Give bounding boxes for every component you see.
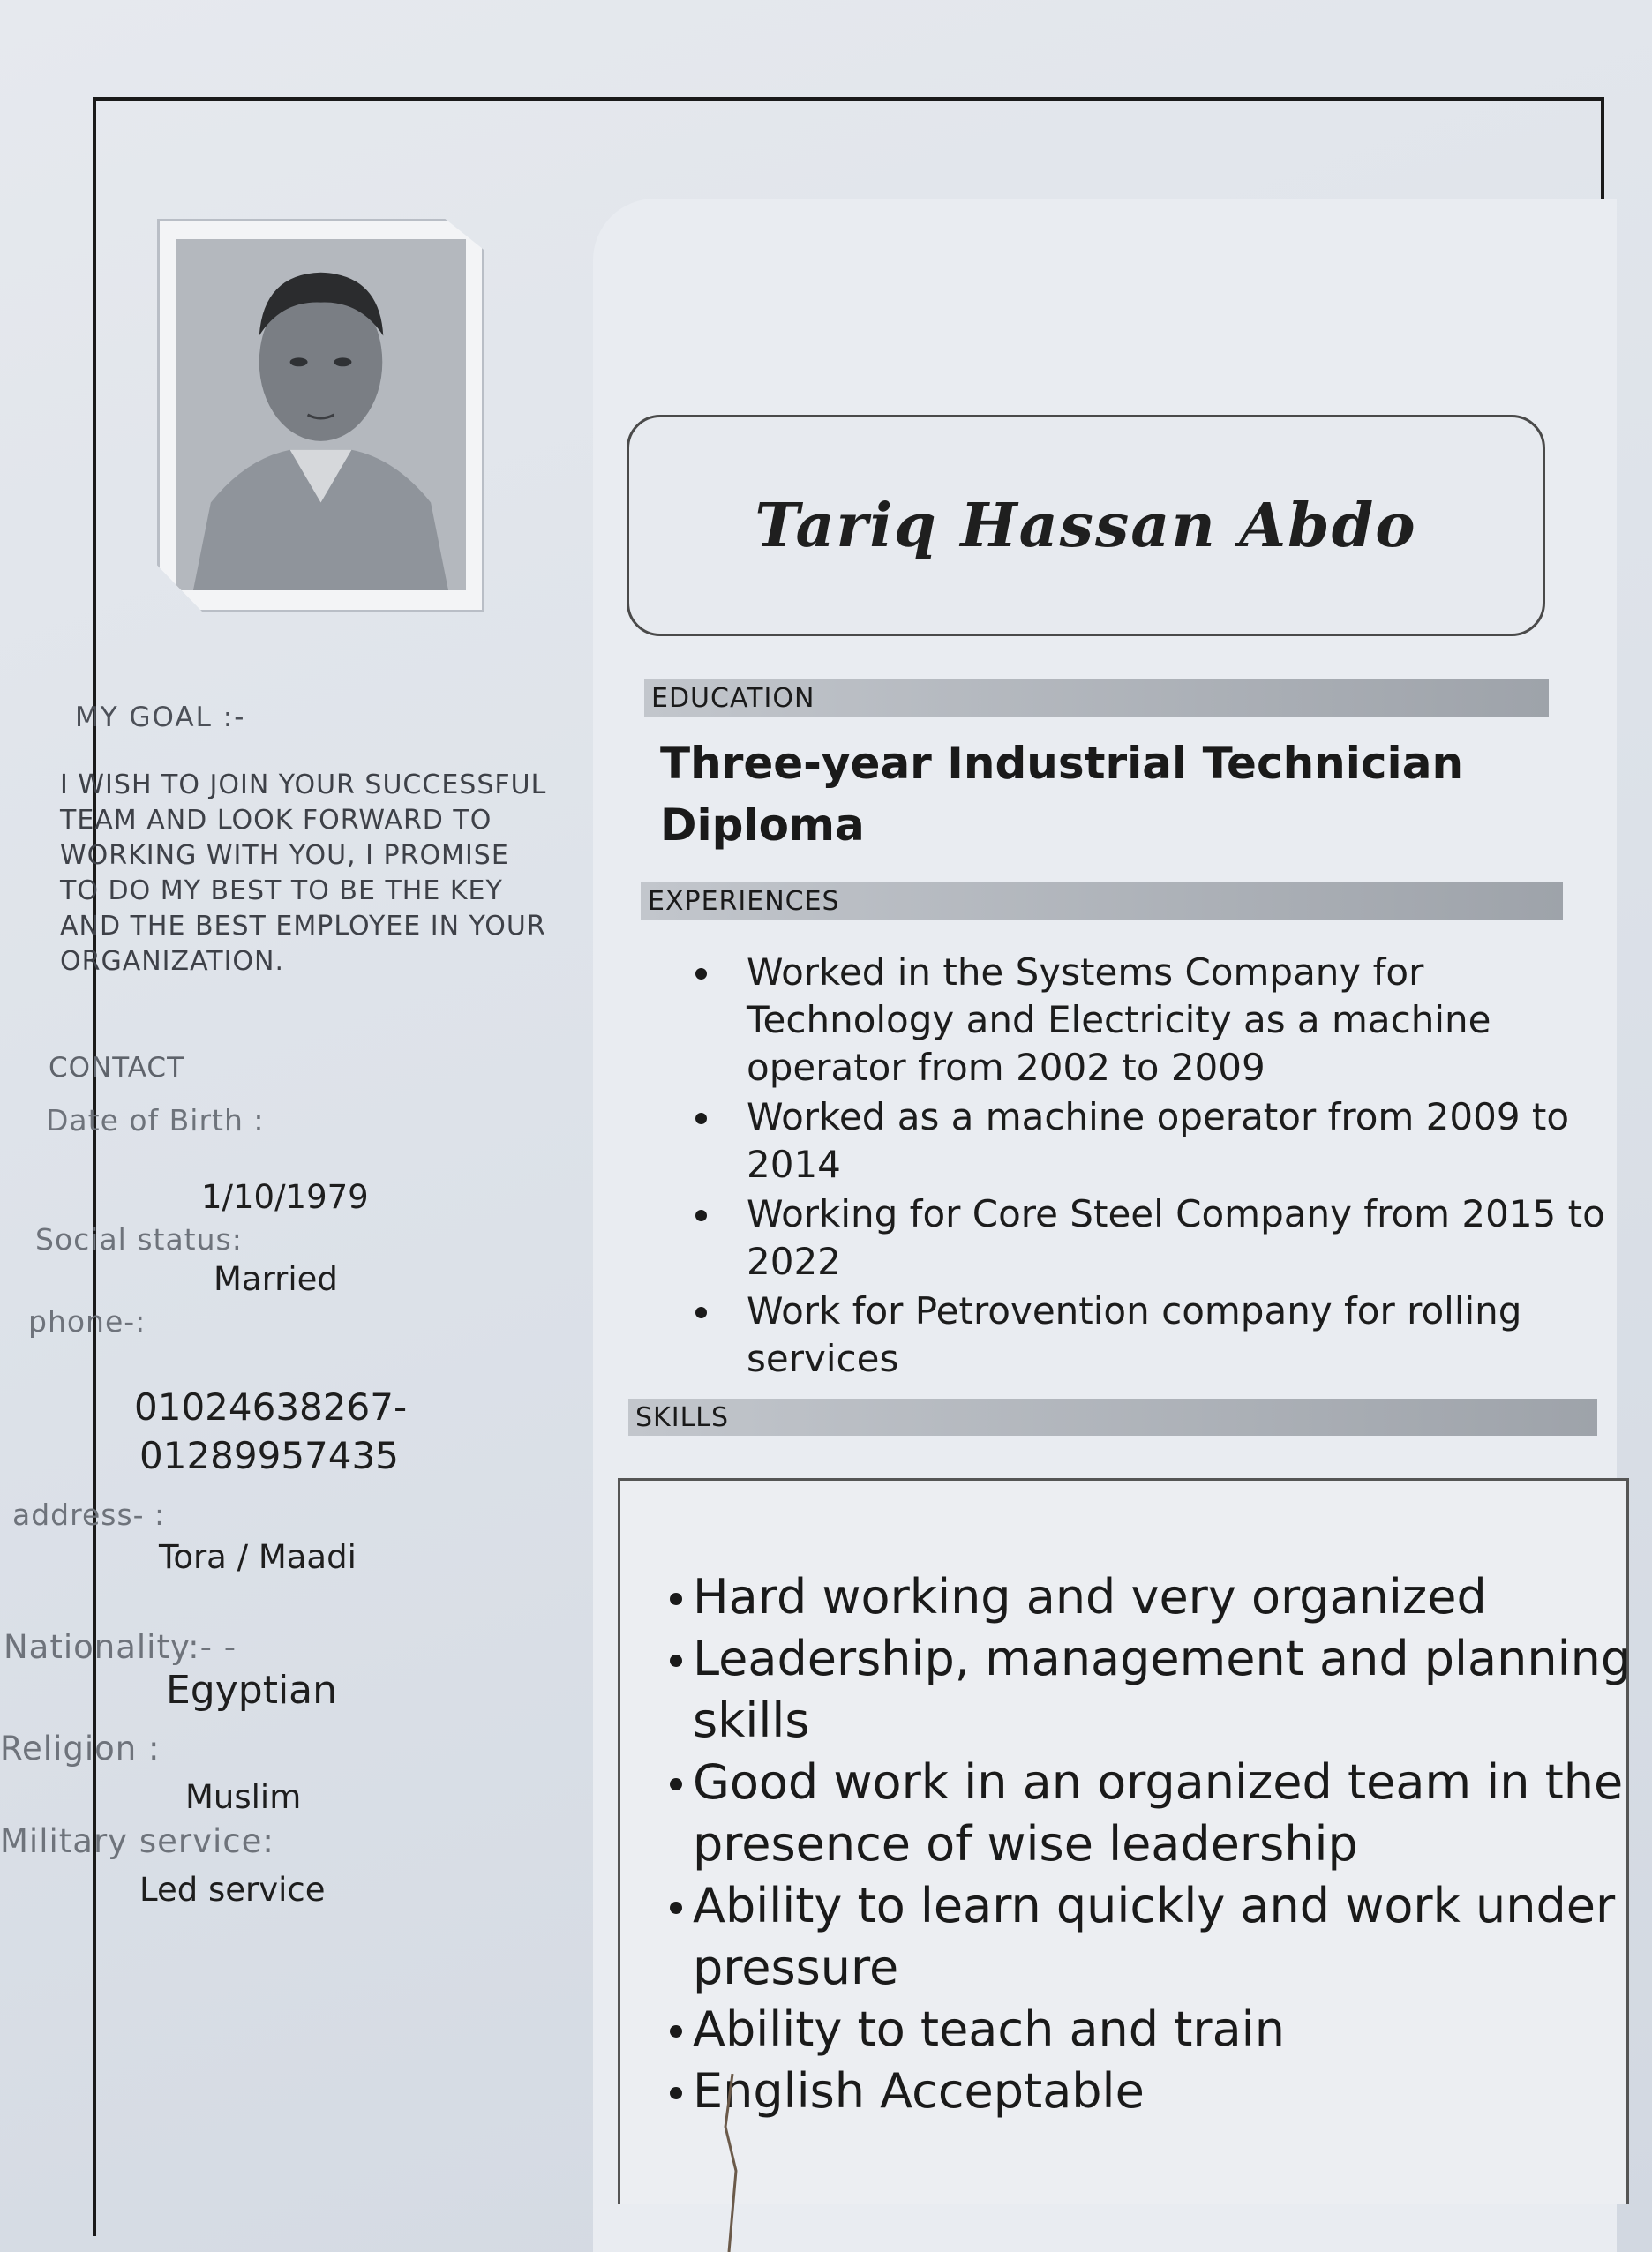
name-box (627, 415, 1545, 636)
experiences-list (688, 949, 1629, 1385)
goal-text: I WISH TO JOIN YOUR SUCCESSFUL TEAM AND LOOK FORWARD TO WORKING WITH YOU, I PROMISE TO DO MY BEST TO BE THE KEY AND THE BEST EMPLOYEE IN YOUR ORGANIZATION. (60, 769, 547, 977)
list-item: Hard working and very organized (693, 1566, 1637, 1628)
dob-label: Date of Birth : (46, 1103, 265, 1137)
experiences-bar (641, 882, 1563, 920)
list-item: Leadership, management and planning skills (693, 1628, 1637, 1752)
skills-list (666, 1566, 1637, 2122)
social-status-label: Social status: (35, 1222, 243, 1257)
list-item: Worked in the Systems Company for Technology and Electricity as a machine operator from 2002 to 2009 (747, 949, 1629, 1092)
nationality-label: Nationality:- - (4, 1628, 237, 1666)
address-value: Tora / Maadi (159, 1538, 357, 1576)
candidate-name: Tariq Hassan Abdo (755, 490, 1417, 561)
list-item: Good work in an organized team in the presence of wise leadership (693, 1752, 1637, 1875)
phone-label: phone-: (28, 1304, 146, 1339)
dob-value: 1/10/1979 (201, 1178, 369, 1216)
phone-2: 01289957435 (139, 1434, 399, 1477)
list-item: Ability to teach and train (693, 1999, 1637, 2061)
address-label: address- : (12, 1498, 166, 1532)
list-item: Worked as a machine operator from 2009 to 2014 (747, 1093, 1629, 1189)
education-title: EDUCATION (651, 683, 815, 714)
profile-photo (157, 219, 484, 612)
list-item: English Acceptable (693, 2061, 1637, 2122)
list-item: Working for Core Steel Company from 2015 to 2022 (747, 1190, 1629, 1286)
social-status-value: Married (214, 1260, 338, 1298)
experiences-title: EXPERIENCES (648, 886, 840, 917)
goal-title: MY GOAL :- (75, 702, 246, 733)
military-label: Military service: (0, 1822, 274, 1860)
phone-1: 01024638267- (134, 1385, 408, 1429)
list-item: Ability to learn quickly and work under pressure (693, 1875, 1637, 1999)
education-bar (644, 679, 1549, 717)
skills-title: SKILLS (635, 1402, 730, 1433)
person-portrait-icon (176, 239, 466, 590)
skills-bar (628, 1399, 1597, 1436)
education-text: Three-year Industrial Technician Diploma (660, 738, 1464, 851)
religion-label: Religion : (0, 1730, 161, 1768)
religion-value: Muslim (185, 1778, 302, 1816)
military-value: Led service (139, 1871, 326, 1909)
list-item: Work for Petrovention company for rolling services (747, 1287, 1629, 1383)
contact-title: CONTACT (49, 1052, 185, 1084)
paper-crease (706, 2074, 759, 2252)
nationality-value: Egyptian (166, 1668, 338, 1713)
